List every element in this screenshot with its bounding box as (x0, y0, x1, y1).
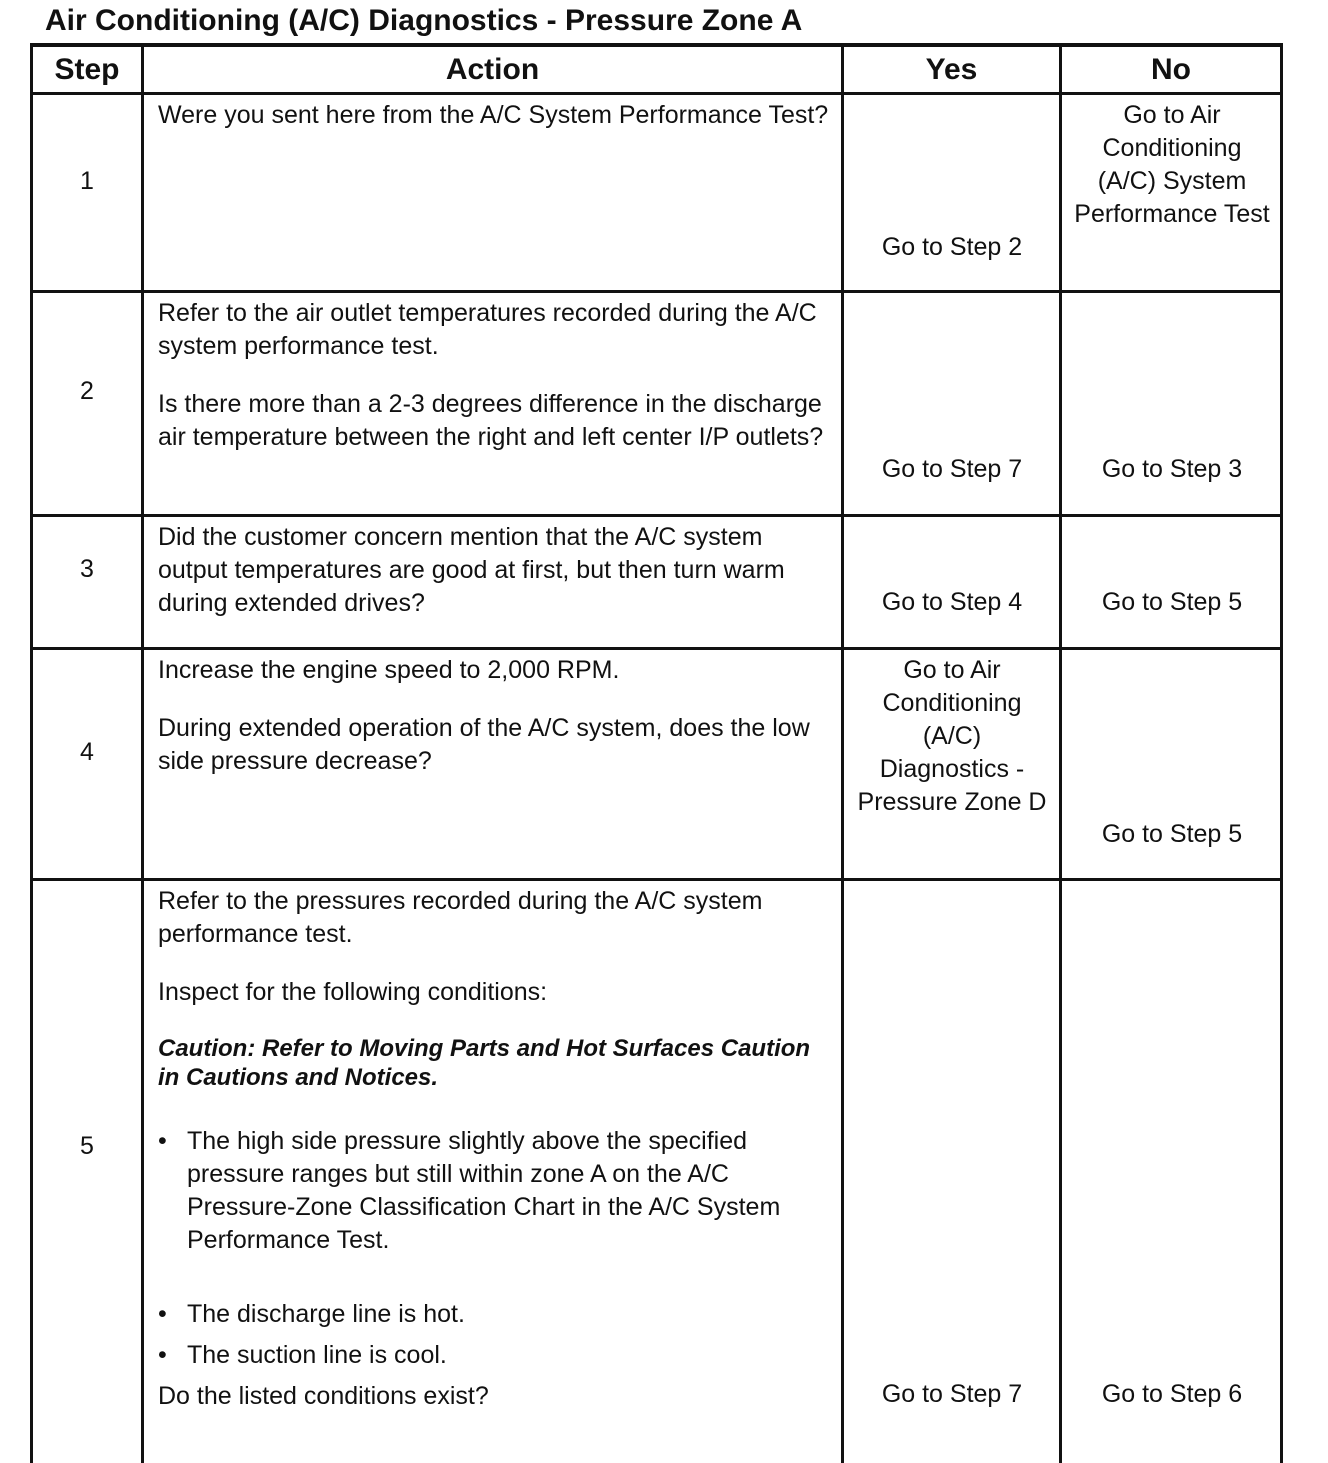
yes-link[interactable]: Go to Step 7 (881, 1380, 1023, 1408)
header-no: No (1151, 53, 1191, 86)
action-inspect: Inspect for the following conditions: (158, 978, 548, 1006)
yes-link[interactable]: Go to Step 7 (881, 455, 1023, 483)
action-question: Do the listed conditions exist? (158, 1382, 489, 1410)
action-text: Refer to the air outlet temperatures recorded during the A/C system performance test. Is there more than a 2-3 degrees difference in the discharge air temperature between the right and left center I/P outlets? (158, 299, 824, 451)
bullet-icon: • (158, 1127, 167, 1155)
action-intro: Refer to the pressures recorded during the A/C system performance test. (158, 887, 763, 948)
no-link[interactable]: Go to Air Conditioning (A/C) System Performance Test (1074, 101, 1270, 228)
condition-item: • The high side pressure slightly above the specified pressure ranges but still within zone A on the A/C Pressure-Zone Classification Chart in the A/C System Performance Test. (158, 1127, 781, 1254)
condition-item: • The suction line is cool. (158, 1339, 830, 1372)
no-link[interactable]: Go to Step 5 (1101, 588, 1243, 616)
no-link[interactable]: Go to Step 3 (1101, 455, 1243, 483)
step-number: 4 (80, 738, 94, 766)
action-text: Did the customer concern mention that the A/C system output temperatures are good at first, but then turn warm during extended drives? (158, 523, 785, 617)
yes-link[interactable]: Go to Air Conditioning (A/C) Diagnostics - Pressure Zone D (857, 656, 1047, 816)
action-text: Increase the engine speed to 2,000 RPM. During extended operation of the A/C system, does the low side pressure decrease? (158, 656, 810, 775)
step-number: 1 (80, 167, 94, 195)
bullet-icon: • (158, 1300, 167, 1328)
step-number: 2 (80, 377, 94, 405)
column-divider-yes (1059, 43, 1062, 1463)
step-number: 3 (80, 555, 94, 583)
document-title: Air Conditioning (A/C) Diagnostics - Pressure Zone A (45, 4, 803, 37)
action-text: Were you sent here from the A/C System Performance Test? (158, 101, 829, 129)
row-divider (30, 647, 1283, 650)
header-action: Action (445, 53, 540, 86)
action-text (158, 885, 830, 1413)
yes-link[interactable]: Go to Step 4 (881, 588, 1023, 616)
no-link[interactable]: Go to Step 5 (1101, 820, 1243, 848)
step-number: 5 (80, 1132, 94, 1160)
column-divider-step (141, 43, 144, 1463)
yes-link[interactable]: Go to Step 2 (881, 233, 1023, 261)
row-divider (30, 878, 1283, 881)
bullet-icon: • (158, 1341, 167, 1369)
header-yes: Yes (925, 53, 978, 86)
no-link[interactable]: Go to Step 6 (1101, 1380, 1243, 1408)
row-divider (30, 514, 1283, 517)
caution-note: Caution: Refer to Moving Parts and Hot Surfaces Caution in Cautions and Notices. (158, 1035, 811, 1091)
condition-item: • The discharge line is hot. (158, 1298, 830, 1331)
header-step: Step (54, 53, 120, 86)
column-divider-action (841, 43, 844, 1463)
row-divider (30, 290, 1283, 293)
